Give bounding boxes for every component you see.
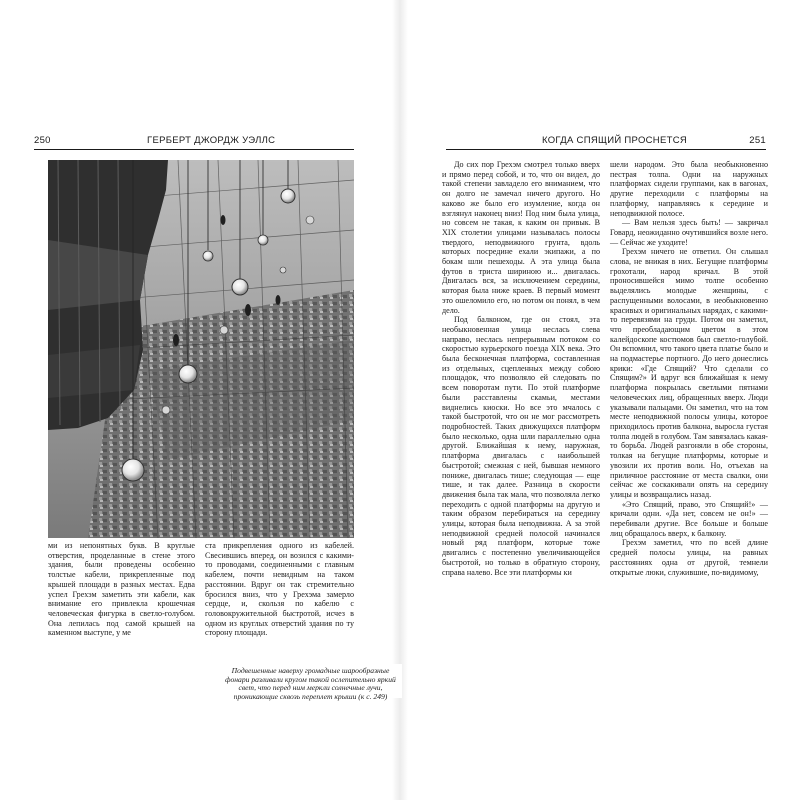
paragraph: «Это Спящий, право, это Спящий!» — кричали одни. «Да нет, совсем не он!» — перебивали другие. Все больше и больше лиц обращалось вверх, к балкону.	[610, 499, 768, 538]
paragraph: Грехэм заметил, что по всей длине средней полосы улицы, на равных расстояниях одна от другой, темнели открытые люки, служившие, по-видимому,	[610, 538, 768, 577]
illustration-caption: Подвешенные наверху громадные шарообразные фонари разливали кругом такой ослепительно яркий свет, что перед ним меркли солнечные лучи, проникающие сквозь переплет крыши (к с. 249)	[219, 664, 402, 698]
right-page-number: 251	[749, 135, 766, 146]
illustration-engraving	[48, 160, 354, 538]
right-text-column-1	[442, 160, 600, 577]
right-running-head	[446, 135, 766, 149]
right-text-column-2	[610, 160, 768, 577]
left-running-head	[34, 135, 354, 149]
paragraph: До сих пор Грехэм смотрел только вверх и прямо перед собой, и то, что он видел, до такой степени завладело его вниманием, что он долго не замечал ничего другого. Но каково же было его изумление, когда он взглянул наконец вниз! Под ним была улица, но совсем не такая, к каким он привык. В XIX столетии улицами называлась полосы твердого, неподвижного грунта, вдоль которых посредине ехали экипажи, а по бокам шли пешеходы. А эта улица была футов в триста шириною и... двигалась. Двигалась вся, за исключением середины, которая была ниже краев. В первый момент это ошеломило его, но потом он понял, в чем дело.	[442, 160, 600, 315]
left-text-column-1	[48, 541, 195, 638]
paragraph: Грехэм ничего не ответил. Он слышал слова, не вникая в них. Бегущие платформы грохотали, народ кричал. В этой проносившейся мимо толпе особенно выделялись молодые женщины, с распущенными волосами, в необыкновенно красивых и оригинальных нарядах, с какими-то перевязями на груди. Потом он заметил, что преобладающим цветом в этом калейдоскопе костюмов был светло-голубой. Он вспомнил, что такого цвета платье было и на подмастерье портного. До него донеслись крики: «Где Спящий? Что сделали со Спящим?» И вдруг вся ближайшая к нему платформа покрылась светлыми пятнами человеческих лиц, обращенных вверх. Люди указывали пальцами. Он заметил, что на том месте неподвижной полосы улицы, которое приходилось против балкона, выросла густая толпа людей в голубом. Там завязалась какая-то борьба. Людей разгоняли в обе стороны, толкая на бегущие платформы, которые и увозили их против воли. Но, отъехав на приличное расстояние от места свалки, они сейчас же соскакивали опять на середину улицы и возвращались назад.	[610, 247, 768, 499]
right-running-title: КОГДА СПЯЩИЙ ПРОСНЕТСЯ	[542, 135, 688, 146]
header-rule	[446, 149, 766, 150]
paragraph: ми из непонятных букв. В круглые отверстия, проделанные в стене этого здания, были проведены особенно толстые кабели, прикрепленные под крышей площади в разных местах. Едва успел Грехэм заметить эти кабели, как внимание его привлекла крошечная человеческая фигурка в светло-голубом. Она лепилась под самой крышей на каменном выступе, у ме	[48, 541, 195, 638]
paragraph: ста прикрепления одного из кабелей. Свесившись вперед, он возился с какими-то проводами, соединенными с главным кабелем, почти невидным на таком расстоянии. Вдруг он так стремительно бросился вниз, что у Грехэма замерло сердце, и, скользя по кабелю с головокружительной быстротой, исчез в одном из круглых отверстий здания по ту сторону площади.	[205, 541, 354, 638]
left-running-title: ГЕРБЕРТ ДЖОРДЖ УЭЛЛС	[147, 135, 276, 146]
paragraph: Под балконом, где он стоял, эта необыкновенная улица неслась слева направо, неслась непрерывным потоком со скоростью курьерского поезда XIX века. Это была бесконечная платформа, составленная из отдельных, сцепленных между собою площадок, что позволяло ей следовать по всем поворотам пути. По этой платформе были расставлены скамьи, местами виднелись киоски. Но все это мчалось с такой быстротой, что он не мог рассмотреть подробностей. Таких движущихся платформ было несколько, одна шли параллельно одна другой. Ближайшая к нему, наружная, платформа двигалась с наибольшей быстротой; смежная с ней, бывшая немного пониже, двигалась тише; следующая — еще тише, и так далее. Разница в скорости движения была так мала, что позволяла легко переходить с одной платформы на другую и таким образом перебираться на середину улицы, которая была неподвижна. А за этой неподвижной средней полосой начинался новый ряд платформ, которые тоже двигались с постепенно увеличивающейся быстротой, но только в обратную сторону, справа налево. Все эти платформы ки	[442, 315, 600, 577]
left-page-number: 250	[34, 135, 51, 146]
header-rule	[34, 149, 354, 150]
right-page	[400, 0, 800, 800]
paragraph: шели народом. Это была необыкновенно пестрая толпа. Одни на наружных платформах сидели группами, как в вагонах, другие переходили с платформы на платформу, направляясь к середине и неподвижной полосе.	[610, 160, 768, 218]
paragraph: — Вам нельзя здесь быть! — закричал Говард, неожиданно очутившийся возле него. — Сейчас же уходите!	[610, 218, 768, 247]
left-text-column-2	[205, 541, 354, 638]
